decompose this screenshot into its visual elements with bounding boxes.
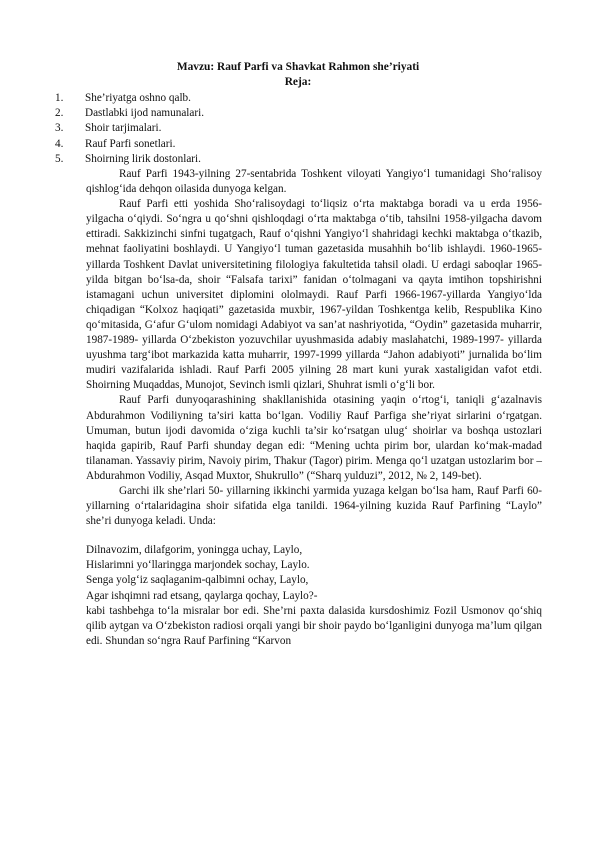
poem-line: Dilnavozim, dilafgorim, yoningga uchay, Laylo, (86, 544, 303, 557)
plan-item-text: Rauf Parfi sonetlari. (85, 137, 176, 150)
plan-item (55, 91, 204, 106)
plan-item-text: Shoirning lirik dostonlari. (85, 152, 201, 165)
paragraph-early-poems: Garchi ilk she’rlari 50- yillarning ikkinchi yarmida yuzaga kelgan bo‘lsa ham, Rauf Parfi 60-yillarning o‘rtalaridagina shoir sifatida elga tanildi. 1964-yilning kuzida Rauf Parfining “Laylo” she’ri dunyoga keladi. Unda: (86, 484, 542, 528)
plan-item-number: 2. (55, 107, 64, 120)
plan-heading: Reja: (284, 76, 312, 88)
poem-line: Hislarimni yo‘llaringga marjondek sochay, Laylo. (86, 559, 310, 572)
plan-item-number: 4. (55, 137, 64, 150)
plan-item-text: Dastlabki ijod namunalari. (85, 107, 204, 120)
paragraph-biography: Rauf Parfi etti yoshida Sho‘ralisoydagi to‘liqsiz o‘rta maktabga boradi va u erda 1956-yilgacha o‘qiydi. So‘ngra u qo‘shni qishloqdagi o‘rta maktabga o‘tib, tahsilni 1958-yilgacha davom ettiradi. Sakkizinchi sinfni tugatgach, Rauf o‘qishni Yangiyo‘l shahridagi kechki maktabga o‘tkazib, mehnat faoliyatini boshlaydi. U Yangiyo‘l tuman gazetasida musahhih bo‘lib ishlaydi. 1960-1965-yillarda Toshkent Davlat universitetining filologiya fakultetida tahsil oladi. U erdagi saboqlar 1965-yilda bitgan bo‘lsa-da, shoir “Falsafa tarixi” fanidan o‘tolmagani va qayta imtihon topshirishni istamagani uchun universitet diplomini ololmaydi. Rauf Parfi 1966-1967-yillarda Yangiyo‘lda chiqadigan “Kolxoz haqiqati” gazetasida muxbir, 1967-yildan Toshkentga kelib, Respublika Kino qo‘mitasida, G‘afur G‘ulom nomidagi Adabiyot va san’at nashriyotida, “Oydin” gazetasida muharrir, 1987-1989- yillarda O‘zbekiston yozuvchilar uyushmasida adabiy maslahatchi, 1989-1997- yillarda uyushma targ‘ibot markazida katta muharrir, 1997-1999 yillarda “Jahon adabiyoti” jurnalida bo‘lim mudiri vazifalarida ishladi. Rauf Parfi 2005 yilning 28 mart kuni yurak xastaligidan vafot etdi. Shoirning Muqaddas, Munojot, Sevinch ismli qizlari, Shuhrat ismli o‘g‘li bor. (86, 198, 542, 392)
plan-item (55, 106, 204, 121)
plan-item-text: She’riyatga oshno qalb. (85, 92, 191, 104)
poem-line: Agar ishqimni rad etsang, qaylarga qochay, Laylo?- (86, 589, 318, 602)
plan-item (55, 152, 204, 167)
plan-item (55, 121, 204, 136)
paragraph-influences: Rauf Parfi dunyoqarashining shakllanishida otasining yaqin o‘rtog‘i, taniqli g‘azalnavis Abdurahmon Vodiliyning ta’siri katta bo‘lgan. Vodiliy Rauf Parfiga she’riyat sirlarini o‘rgatgan. Umuman, butun ijodi davomida o‘ziga kuchli ta’sir ko‘rsatgan ulug‘ shoirlar va boshqa ustozlari haqida gapirib, Rauf Parfi shunday degan edi: “Mening uchta pirim bor, ulardan ko‘mak-madad tilanaman. Yassaviy pirim, Navoiy pirim, Thakur (Tagor) pirim. Menga qo‘l uzatgan ustozlarim bor – Abdurahmon Vodiliy, Asqad Muxtor, Shukrullo” (“Sharq yulduzi”, 2012, № 2, 149-bet). (86, 394, 542, 482)
document-body (86, 167, 542, 649)
plan-item (55, 137, 204, 152)
plan-item-number: 3. (55, 122, 64, 135)
poem-line: Senga yolg‘iz saqlaganim-qalbimni ochay, Laylo, (86, 574, 309, 587)
plan-item-number: 5. (55, 152, 64, 165)
plan-item-number: 1. (55, 92, 64, 104)
document-title: Mavzu: Rauf Parfi va Shavkat Rahmon she’riyati (176, 61, 420, 73)
plan-item-text: Shoir tarjimalari. (85, 122, 162, 135)
paragraph-closing: kabi tashbehga to‘la misralar bor edi. She’rni paxta dalasida kursdoshimiz Fozil Usmonov qo‘shiq qilib aytgan va O‘zbekiston radiosi orqali yangi bir shoir paydo bo‘lganligini dunyoga ma’lum qilgan edi. Shundan so‘ngra Rauf Parfining “Karvon (86, 604, 542, 647)
plan-list (55, 91, 204, 167)
paragraph-birth: Rauf Parfi 1943-yilning 27-sentabrida Toshkent viloyati Yangiyo‘l tumanidagi Sho‘ralisoy qishlog‘ida dehqon oilasida dunyoga kelgan. (86, 168, 542, 196)
